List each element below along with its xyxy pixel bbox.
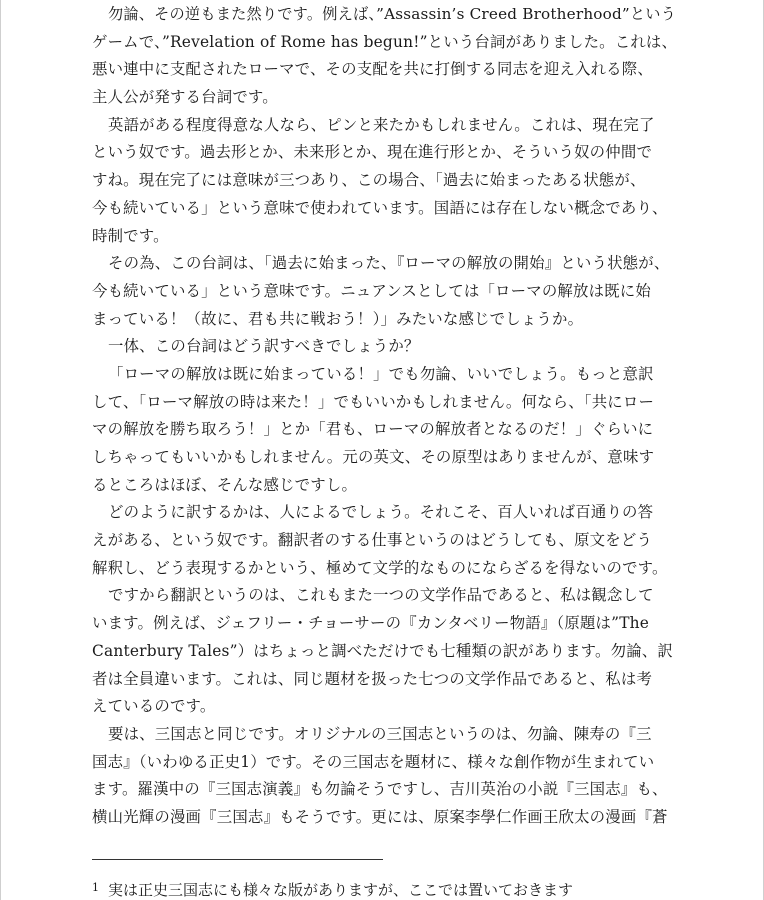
paragraph (92, 721, 678, 832)
paragraph-line: まっている！（故に、君も共に戦おう！）」みたいな感じでしょうか。 (92, 309, 584, 328)
paragraph-line: 勿論、その逆もまた然りです。例えば、”Assassin’s Creed Brotherhood”という (108, 5, 677, 23)
paragraph-line: ゲームで、”Revelation of Rome has begun!”という台詞がありました。これは、 (92, 32, 678, 51)
paragraph-line: 主人公が発する台詞です。 (92, 88, 278, 107)
paragraph-line: えているのです。 (92, 697, 216, 716)
footnote (92, 876, 692, 900)
paragraph-line: して、「ローマ解放の時は来た！」でもいいかもしれません。何なら、「共にロー (92, 392, 655, 411)
paragraph-line: 悪い連中に支配されたローマで、その支配を共に打倒する同志を迎え入れる際、 (92, 60, 653, 79)
paragraph-line: います。例えば、ジェフリー・チョーサーの『カンタベリー物語』（原題は”The (92, 614, 650, 633)
paragraph-line: 国志』（いわゆる正史1）です。その三国志を題材に、様々な創作物が生まれてい (92, 752, 655, 771)
paragraph (92, 250, 678, 333)
body-text (92, 0, 678, 832)
paragraph-line: 者は全員違います。これは、同じ題材を扱った七つの文学作品であると、私は考 (92, 669, 653, 688)
paragraph (92, 112, 678, 250)
footnote-text: 実は正史三国志にも様々な版がありますが、ここでは置いておきます (108, 881, 574, 899)
paragraph-line: 解釈し、どう表現するかという、極めて文学的なものにならざるを得ないのです。 (92, 558, 668, 577)
paragraph-line: しちゃってもいいかもしれません。元の英文、その原型はありませんが、意味す (92, 448, 655, 466)
paragraph-line: 「ローマの解放は既に始まっている！」でも勿論、いいでしょう。もっと意訳 (108, 364, 654, 383)
footnote-number: 1 (92, 881, 99, 894)
paragraph-line: という奴です。過去形とか、未来形とか、現在進行形とか、そういう奴の仲間で (92, 143, 653, 162)
paragraph-line: どのように訳するかは、人によるでしょう。それこそ、百人いれば百通りの答 (108, 503, 654, 522)
paragraph (92, 1, 678, 112)
paragraph-line: 今も続いている」という意味です。ニュアンスとしては「ローマの解放は既に始 (92, 281, 651, 300)
paragraph-line: 要は、三国志と同じです。オリジナルの三国志というのは、勿論、陳寿の『三 (108, 724, 652, 743)
paragraph-line: るところはほぼ、そんな感じですし。 (92, 475, 358, 494)
paragraph-line: えがある、という奴です。翻訳者のする仕事というのはどうしても、原文をどう (92, 531, 653, 550)
paragraph (92, 499, 678, 582)
paragraph-line: 英語がある程度得意な人なら、ピンと来たかもしれません。これは、現在完了 (108, 115, 655, 134)
paragraph-line: ですから翻訳というのは、これもまた一つの文学作品であると、私は観念して (108, 586, 654, 605)
paragraph-line: マの解放を勝ち取ろう！」とか「君も、ローマの解放者となるのだ！」ぐらいに (92, 420, 654, 439)
paragraph (92, 333, 678, 361)
paragraph-line: Canterbury Tales”）はちょっと調べただけでも七種類の訳があります。勿論、訳 (92, 641, 673, 660)
paragraph-line: 横山光輝の漫画『三国志』もそうです。更には、原案李學仁作画王欣太の漫画『蒼 (92, 807, 668, 826)
paragraph-line: ます。羅漢中の『三国志演義』も勿論そうですし、吉川英治の小説『三国志』も、 (92, 780, 668, 799)
paragraph-line: その為、この台詞は、「過去に始まった、『ローマの解放の開始』という状態が、 (108, 254, 670, 273)
paragraph-line: 一体、この台詞はどう訳すべきでしょうか？ (108, 337, 420, 356)
paragraph (92, 582, 678, 720)
paragraph-line: 時制です。 (92, 226, 169, 245)
footnote-divider (92, 859, 383, 860)
paragraph-line: 今も続いている」という意味で使われています。国語には存在しない概念であり、 (92, 198, 668, 217)
paragraph (92, 361, 678, 499)
paragraph-line: すね。現在完了には意味が三つあり、この場合、「過去に始まったある状態が、 (92, 171, 646, 190)
